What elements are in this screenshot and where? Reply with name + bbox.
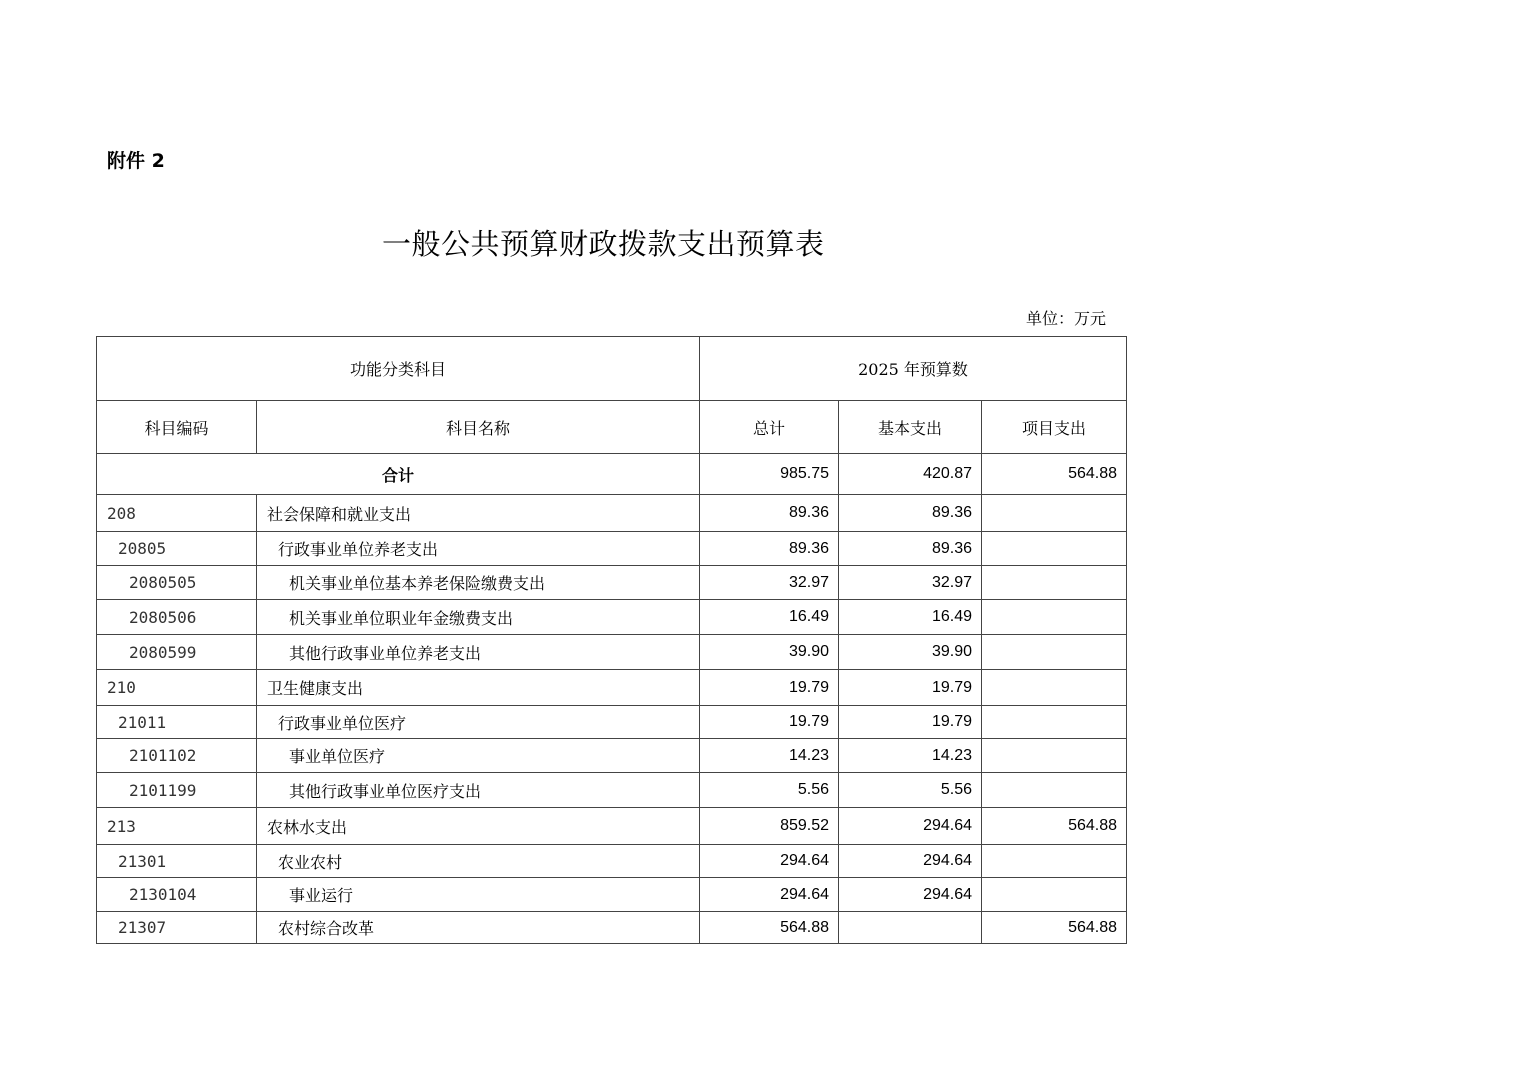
row-code: 20805 [97,532,257,566]
total-project: 564.88 [982,454,1127,495]
row-project [982,635,1127,670]
row-name: 农业农村 [257,845,700,878]
row-basic: 16.49 [839,600,982,635]
row-basic: 5.56 [839,773,982,808]
attachment-label: 附件 2 [107,150,165,172]
row-project [982,773,1127,808]
row-total: 19.79 [700,706,839,739]
row-name: 其他行政事业单位养老支出 [257,635,700,670]
table-row [97,912,1127,944]
header-basic: 基本支出 [839,401,982,454]
row-project [982,706,1127,739]
row-total: 16.49 [700,600,839,635]
row-name: 行政事业单位医疗 [257,706,700,739]
row-project: 564.88 [982,808,1127,845]
table-row [97,878,1127,912]
row-basic [839,912,982,944]
row-code: 21301 [97,845,257,878]
header-total: 总计 [700,401,839,454]
row-code: 2080505 [97,566,257,600]
row-total: 859.52 [700,808,839,845]
table-row [97,773,1127,808]
table-row [97,566,1127,600]
row-total: 32.97 [700,566,839,600]
header-project: 项目支出 [982,401,1127,454]
row-project [982,532,1127,566]
row-project [982,845,1127,878]
row-total: 294.64 [700,845,839,878]
table-row [97,739,1127,773]
row-code: 208 [97,495,257,532]
row-total: 89.36 [700,532,839,566]
row-code: 2080599 [97,635,257,670]
row-name: 社会保障和就业支出 [257,495,700,532]
row-project [982,495,1127,532]
row-project: 564.88 [982,912,1127,944]
total-total: 985.75 [700,454,839,495]
row-total: 5.56 [700,773,839,808]
header-code: 科目编码 [97,401,257,454]
row-code: 2101102 [97,739,257,773]
header-budget-year: 2025 年预算数 [700,337,1127,401]
row-name: 机关事业单位基本养老保险缴费支出 [257,566,700,600]
row-name: 卫生健康支出 [257,670,700,706]
row-basic: 294.64 [839,808,982,845]
row-basic: 294.64 [839,845,982,878]
table-row [97,600,1127,635]
row-name: 事业单位医疗 [257,739,700,773]
row-basic: 294.64 [839,878,982,912]
row-total: 89.36 [700,495,839,532]
row-total: 39.90 [700,635,839,670]
row-code: 2080506 [97,600,257,635]
row-name: 行政事业单位养老支出 [257,532,700,566]
row-code: 210 [97,670,257,706]
row-name: 事业运行 [257,878,700,912]
row-project [982,566,1127,600]
header-row-1 [97,337,1127,401]
row-code: 2101199 [97,773,257,808]
row-name: 农村综合改革 [257,912,700,944]
page-title: 一般公共预算财政拨款支出预算表 [382,227,825,261]
row-project [982,739,1127,773]
header-row-2 [97,401,1127,454]
header-name: 科目名称 [257,401,700,454]
table-row [97,670,1127,706]
row-code: 2130104 [97,878,257,912]
row-basic: 89.36 [839,532,982,566]
header-category: 功能分类科目 [97,337,700,401]
table-row [97,706,1127,739]
total-row [97,454,1127,495]
row-project [982,670,1127,706]
row-project [982,600,1127,635]
total-label: 合计 [97,454,700,495]
row-project [982,878,1127,912]
row-basic: 89.36 [839,495,982,532]
row-name: 其他行政事业单位医疗支出 [257,773,700,808]
row-total: 294.64 [700,878,839,912]
row-total: 564.88 [700,912,839,944]
total-basic: 420.87 [839,454,982,495]
table-row [97,495,1127,532]
table-row [97,532,1127,566]
row-code: 21307 [97,912,257,944]
row-code: 213 [97,808,257,845]
budget-table [96,336,1127,944]
row-basic: 19.79 [839,670,982,706]
row-basic: 19.79 [839,706,982,739]
table-row [97,845,1127,878]
row-basic: 14.23 [839,739,982,773]
row-name: 农林水支出 [257,808,700,845]
table-row [97,635,1127,670]
row-basic: 32.97 [839,566,982,600]
row-basic: 39.90 [839,635,982,670]
row-total: 14.23 [700,739,839,773]
unit-label: 单位：万元 [1026,309,1107,328]
row-code: 21011 [97,706,257,739]
row-total: 19.79 [700,670,839,706]
table-row [97,808,1127,845]
row-name: 机关事业单位职业年金缴费支出 [257,600,700,635]
